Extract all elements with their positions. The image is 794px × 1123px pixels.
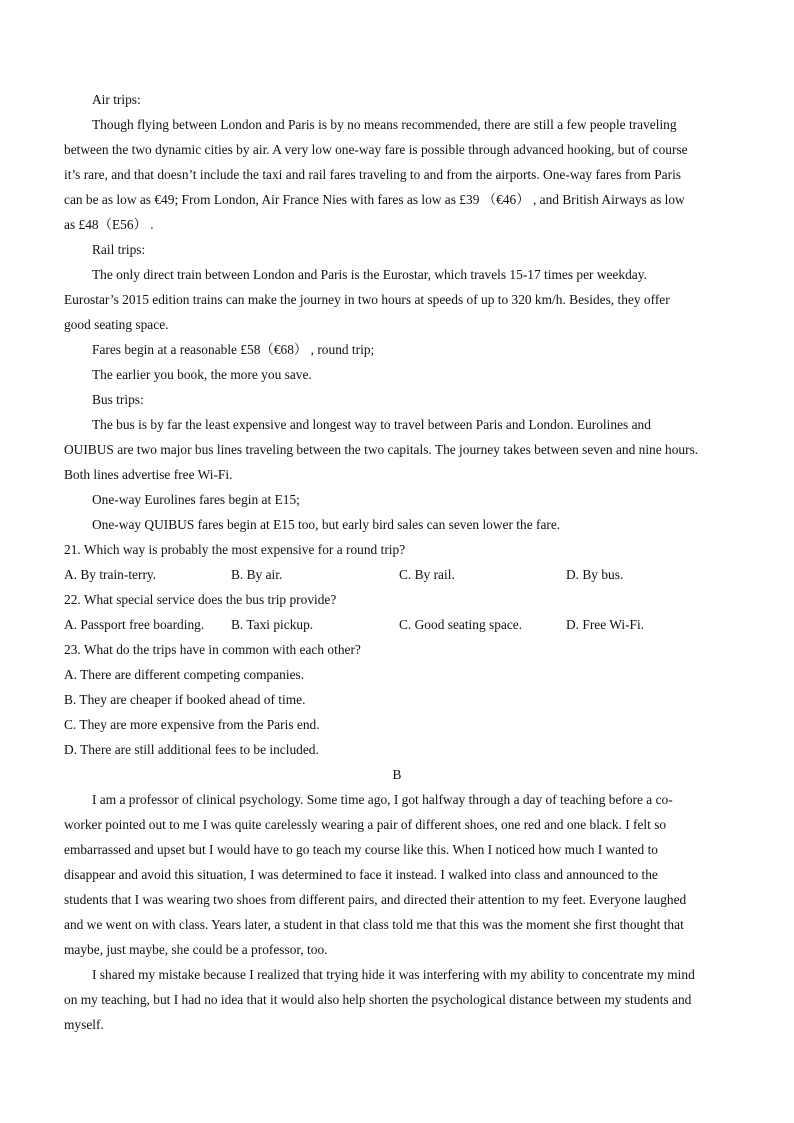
question-22-stem: 22. What special service does the bus trip provide? (64, 592, 337, 607)
passage-b-line: disappear and avoid this situation, I was determined to face it instead. I walked into class and announced to the (64, 867, 658, 882)
question-22-option-c: C. Good seating space. (399, 617, 523, 632)
passage-b-line: maybe, just maybe, she could be a professor, too. (64, 942, 328, 957)
question-21-option-a: A. By train-terry. (64, 567, 157, 582)
question-22-option-b: B. Taxi pickup. (231, 617, 314, 632)
bus-trips-heading: Bus trips: (92, 392, 144, 407)
bus-text-line: Both lines advertise free Wi-Fi. (64, 467, 233, 482)
question-23-stem: 23. What do the trips have in common with each other? (64, 642, 361, 657)
air-text-line: Though flying between London and Paris is by no means recommended, there are still a few people traveling (92, 117, 677, 132)
air-text-line: between the two dynamic cities by air. A very low one-way fare is possible through advanced hooking, but of course (64, 142, 688, 157)
passage-b-line: and we went on with class. Years later, a student in that class told me that this was the moment she first thought that (64, 917, 684, 932)
rail-note: The earlier you book, the more you save. (92, 367, 312, 382)
passage-b-heading: B (392, 767, 402, 782)
air-text-line: as £48（E56） . (64, 217, 154, 232)
rail-text-line: The only direct train between London and Paris is the Eurostar, which travels 15-17 times per weekday. (92, 267, 647, 282)
air-text-line: it’s rare, and that doesn’t include the taxi and rail fares traveling to and from the airports. One-way fares from Paris (64, 167, 682, 182)
question-21-option-c: C. By rail. (399, 567, 455, 582)
rail-text-line: good seating space. (64, 317, 169, 332)
air-text-line: can be as low as €49; From London, Air France Nies with fares as low as £39 （€46） , and British Airways as low (64, 192, 685, 207)
question-22-option-a: A. Passport free boarding. (64, 617, 205, 632)
question-23-option-a: A. There are different competing companies. (64, 667, 305, 682)
bus-fare-quibus: One-way QUIBUS fares begin at E15 too, but early bird sales can seven lower the fare. (92, 517, 561, 532)
rail-trips-heading: Rail trips: (92, 242, 146, 257)
passage-b-line: on my teaching, but I had no idea that it would also help shorten the psychological distance between my students and (64, 992, 692, 1007)
rail-text-line: Eurostar’s 2015 edition trains can make the journey in two hours at speeds of up to 320 km/h. Besides, they offer (64, 292, 670, 307)
bus-text-line: The bus is by far the least expensive and longest way to travel between Paris and London. Eurolines and (92, 417, 651, 432)
question-22-option-d: D. Free Wi-Fi. (566, 617, 645, 632)
question-23-option-b: B. They are cheaper if booked ahead of time. (64, 692, 306, 707)
passage-b-line: myself. (64, 1017, 104, 1032)
air-trips-heading: Air trips: (92, 92, 141, 107)
bus-fare-eurolines: One-way Eurolines fares begin at E15; (92, 492, 300, 507)
question-21-stem: 21. Which way is probably the most expensive for a round trip? (64, 542, 406, 557)
question-23-option-d: D. There are still additional fees to be included. (64, 742, 319, 757)
question-21-option-b: B. By air. (231, 567, 283, 582)
rail-fare: Fares begin at a reasonable £58（€68） , round trip; (92, 342, 375, 357)
bus-text-line: OUIBUS are two major bus lines traveling between the two capitals. The journey takes between seven and nine hours. (64, 442, 699, 457)
passage-b-line: students that I was wearing two shoes from different pairs, and directed their attention to my feet. Everyone laughed (64, 892, 687, 907)
question-23-option-c: C. They are more expensive from the Paris end. (64, 717, 320, 732)
question-21-option-d: D. By bus. (566, 567, 624, 582)
passage-b-line: I am a professor of clinical psychology. Some time ago, I got halfway through a day of teaching before a co- (92, 792, 673, 807)
passage-b-line: I shared my mistake because I realized that trying hide it was interfering with my ability to concentrate my mind (92, 967, 695, 982)
passage-b-line: embarrassed and upset but I would have to go teach my course like this. When I noticed how much I wanted to (64, 842, 658, 857)
passage-b-line: worker pointed out to me I was quite carelessly wearing a pair of different shoes, one red and one black. I felt so (64, 817, 667, 832)
